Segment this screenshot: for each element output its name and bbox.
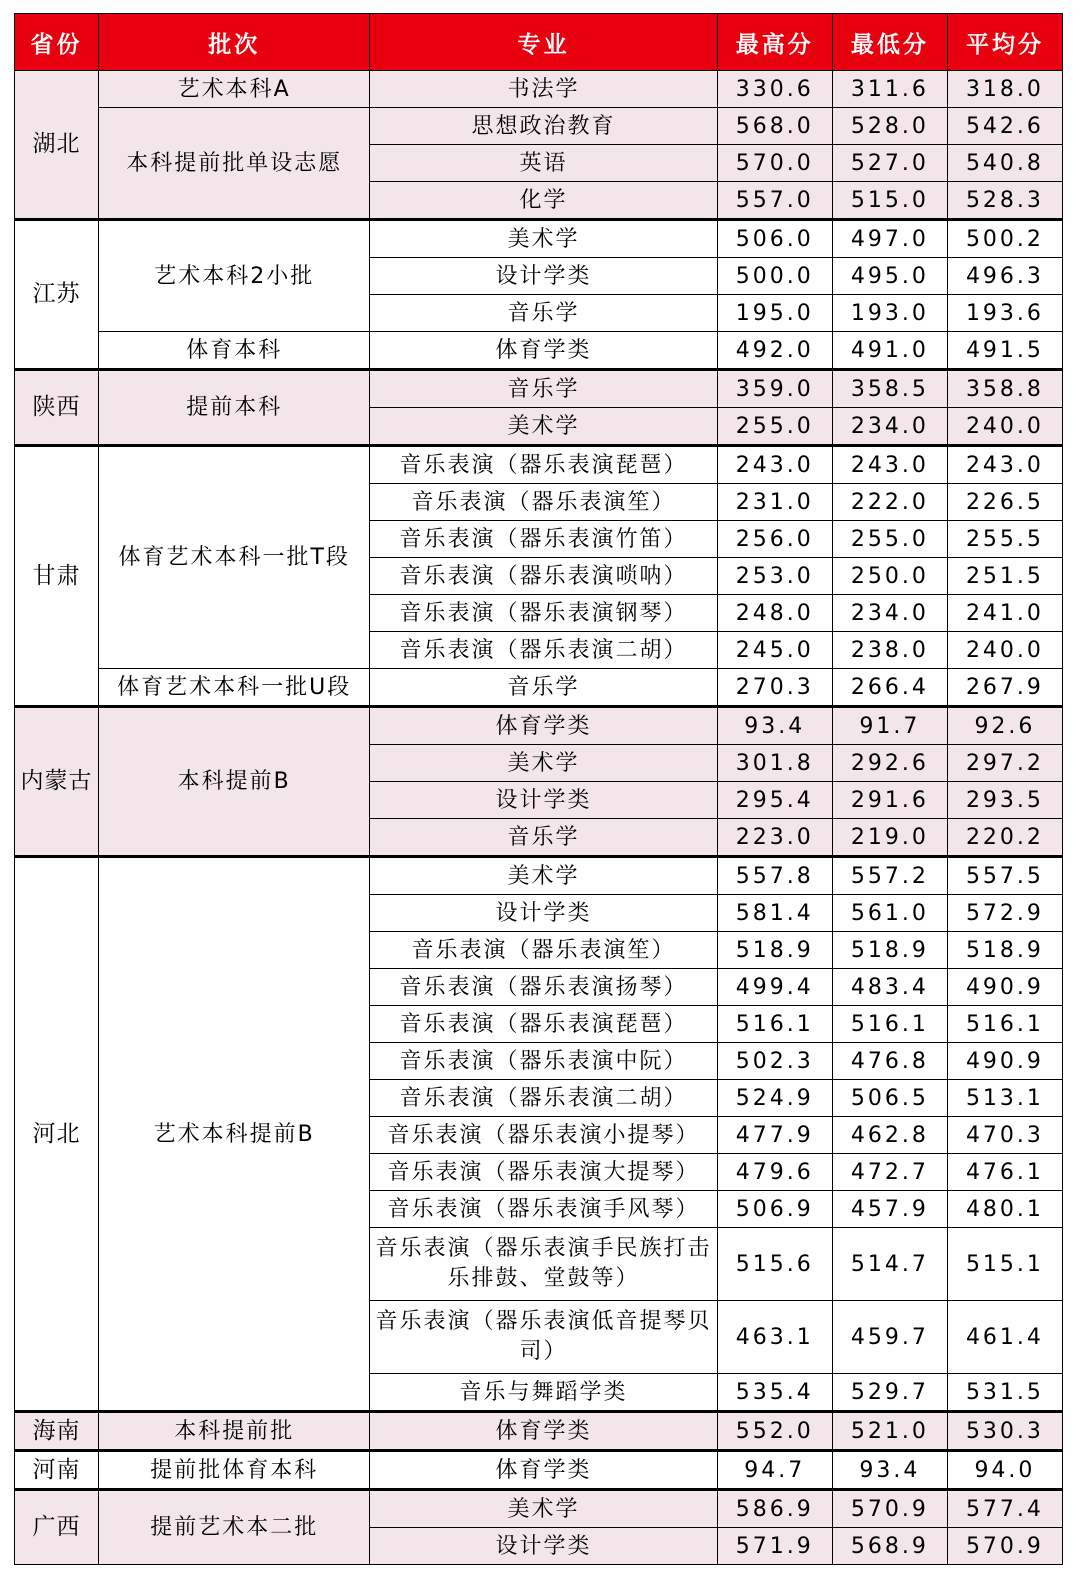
header-row xyxy=(15,14,1063,71)
max-score-cell: 557.0 xyxy=(717,182,832,220)
min-score-cell: 497.0 xyxy=(832,220,947,258)
max-score-cell: 94.7 xyxy=(717,1451,832,1490)
province-group xyxy=(15,707,1063,857)
max-score-cell: 506.0 xyxy=(717,220,832,258)
max-score-cell: 93.4 xyxy=(717,707,832,745)
max-score-cell: 245.0 xyxy=(717,632,832,669)
max-score-cell: 479.6 xyxy=(717,1154,832,1191)
major-cell: 音乐表演（器乐表演扬琴） xyxy=(370,969,717,1006)
major-cell: 英语 xyxy=(370,145,717,182)
major-cell: 体育学类 xyxy=(370,707,717,745)
avg-score-cell: 491.5 xyxy=(947,332,1062,370)
province-group xyxy=(15,1451,1063,1490)
min-score-cell: 516.1 xyxy=(832,1006,947,1043)
max-score-cell: 256.0 xyxy=(717,521,832,558)
major-cell: 设计学类 xyxy=(370,895,717,932)
max-score-cell: 463.1 xyxy=(717,1301,832,1374)
max-score-cell: 581.4 xyxy=(717,895,832,932)
batch-cell: 提前本科 xyxy=(99,370,370,446)
min-score-cell: 568.9 xyxy=(832,1528,947,1565)
max-score-cell: 301.8 xyxy=(717,745,832,782)
min-score-cell: 311.6 xyxy=(832,71,947,108)
header-avg-score: 平均分 xyxy=(947,14,1062,71)
max-score-cell: 500.0 xyxy=(717,258,832,295)
table-row xyxy=(15,1490,1063,1528)
batch-cell: 提前批体育本科 xyxy=(99,1451,370,1490)
batch-cell: 本科提前批单设志愿 xyxy=(99,108,370,220)
province-cell: 海南 xyxy=(15,1412,99,1451)
avg-score-cell: 530.3 xyxy=(947,1412,1062,1451)
max-score-cell: 195.0 xyxy=(717,295,832,332)
avg-score-cell: 92.6 xyxy=(947,707,1062,745)
batch-cell: 体育艺术本科一批U段 xyxy=(99,669,370,707)
min-score-cell: 459.7 xyxy=(832,1301,947,1374)
min-score-cell: 291.6 xyxy=(832,782,947,819)
min-score-cell: 457.9 xyxy=(832,1191,947,1228)
min-score-cell: 243.0 xyxy=(832,446,947,484)
major-cell: 音乐表演（器乐表演小提琴） xyxy=(370,1117,717,1154)
min-score-cell: 491.0 xyxy=(832,332,947,370)
admission-scores-table xyxy=(14,13,1063,1565)
max-score-cell: 223.0 xyxy=(717,819,832,857)
max-score-cell: 524.9 xyxy=(717,1080,832,1117)
avg-score-cell: 251.5 xyxy=(947,558,1062,595)
min-score-cell: 219.0 xyxy=(832,819,947,857)
avg-score-cell: 267.9 xyxy=(947,669,1062,707)
min-score-cell: 472.7 xyxy=(832,1154,947,1191)
max-score-cell: 506.9 xyxy=(717,1191,832,1228)
table-row xyxy=(15,71,1063,108)
major-cell: 音乐表演（器乐表演琵琶） xyxy=(370,1006,717,1043)
avg-score-cell: 528.3 xyxy=(947,182,1062,220)
min-score-cell: 250.0 xyxy=(832,558,947,595)
province-cell: 河南 xyxy=(15,1451,99,1490)
min-score-cell: 483.4 xyxy=(832,969,947,1006)
major-cell: 音乐表演（器乐表演唢呐） xyxy=(370,558,717,595)
min-score-cell: 557.2 xyxy=(832,857,947,895)
province-group xyxy=(15,370,1063,446)
province-cell: 陕西 xyxy=(15,370,99,446)
table-row xyxy=(15,108,1063,145)
avg-score-cell: 542.6 xyxy=(947,108,1062,145)
avg-score-cell: 531.5 xyxy=(947,1374,1062,1412)
min-score-cell: 561.0 xyxy=(832,895,947,932)
major-cell: 体育学类 xyxy=(370,1412,717,1451)
min-score-cell: 506.5 xyxy=(832,1080,947,1117)
min-score-cell: 193.0 xyxy=(832,295,947,332)
avg-score-cell: 577.4 xyxy=(947,1490,1062,1528)
avg-score-cell: 255.5 xyxy=(947,521,1062,558)
max-score-cell: 492.0 xyxy=(717,332,832,370)
max-score-cell: 477.9 xyxy=(717,1117,832,1154)
major-cell: 美术学 xyxy=(370,857,717,895)
table-row xyxy=(15,332,1063,370)
avg-score-cell: 490.9 xyxy=(947,1043,1062,1080)
min-score-cell: 514.7 xyxy=(832,1228,947,1301)
avg-score-cell: 94.0 xyxy=(947,1451,1062,1490)
major-cell: 美术学 xyxy=(370,745,717,782)
avg-score-cell: 515.1 xyxy=(947,1228,1062,1301)
min-score-cell: 518.9 xyxy=(832,932,947,969)
province-cell: 江苏 xyxy=(15,220,99,370)
province-group xyxy=(15,857,1063,1412)
avg-score-cell: 518.9 xyxy=(947,932,1062,969)
header-max-score: 最高分 xyxy=(717,14,832,71)
major-cell: 音乐表演（器乐表演笙） xyxy=(370,484,717,521)
min-score-cell: 462.8 xyxy=(832,1117,947,1154)
table-row xyxy=(15,1451,1063,1490)
major-cell: 音乐表演（器乐表演竹笛） xyxy=(370,521,717,558)
major-cell: 音乐与舞蹈学类 xyxy=(370,1374,717,1412)
avg-score-cell: 226.5 xyxy=(947,484,1062,521)
max-score-cell: 518.9 xyxy=(717,932,832,969)
batch-cell: 艺术本科2小批 xyxy=(99,220,370,332)
major-cell: 设计学类 xyxy=(370,258,717,295)
major-cell: 音乐学 xyxy=(370,669,717,707)
max-score-cell: 535.4 xyxy=(717,1374,832,1412)
major-cell: 音乐表演（器乐表演大提琴） xyxy=(370,1154,717,1191)
header-province: 省份 xyxy=(15,14,99,71)
avg-score-cell: 500.2 xyxy=(947,220,1062,258)
major-cell: 音乐表演（器乐表演中阮） xyxy=(370,1043,717,1080)
avg-score-cell: 496.3 xyxy=(947,258,1062,295)
major-cell: 美术学 xyxy=(370,408,717,446)
batch-cell: 艺术本科A xyxy=(99,71,370,108)
min-score-cell: 570.9 xyxy=(832,1490,947,1528)
batch-cell: 艺术本科提前B xyxy=(99,857,370,1412)
max-score-cell: 586.9 xyxy=(717,1490,832,1528)
avg-score-cell: 470.3 xyxy=(947,1117,1062,1154)
major-cell: 音乐表演（器乐表演低音提琴贝司） xyxy=(370,1301,717,1374)
max-score-cell: 570.0 xyxy=(717,145,832,182)
min-score-cell: 266.4 xyxy=(832,669,947,707)
min-score-cell: 528.0 xyxy=(832,108,947,145)
major-cell: 美术学 xyxy=(370,220,717,258)
major-cell: 音乐表演（器乐表演笙） xyxy=(370,932,717,969)
max-score-cell: 253.0 xyxy=(717,558,832,595)
batch-cell: 本科提前B xyxy=(99,707,370,857)
max-score-cell: 243.0 xyxy=(717,446,832,484)
avg-score-cell: 193.6 xyxy=(947,295,1062,332)
batch-cell: 本科提前批 xyxy=(99,1412,370,1451)
major-cell: 音乐表演（器乐表演手风琴） xyxy=(370,1191,717,1228)
province-group xyxy=(15,1412,1063,1451)
min-score-cell: 476.8 xyxy=(832,1043,947,1080)
major-cell: 音乐学 xyxy=(370,370,717,408)
min-score-cell: 527.0 xyxy=(832,145,947,182)
max-score-cell: 270.3 xyxy=(717,669,832,707)
province-cell: 内蒙古 xyxy=(15,707,99,857)
avg-score-cell: 297.2 xyxy=(947,745,1062,782)
min-score-cell: 234.0 xyxy=(832,595,947,632)
major-cell: 美术学 xyxy=(370,1490,717,1528)
max-score-cell: 248.0 xyxy=(717,595,832,632)
min-score-cell: 222.0 xyxy=(832,484,947,521)
province-group xyxy=(15,446,1063,707)
avg-score-cell: 570.9 xyxy=(947,1528,1062,1565)
avg-score-cell: 358.8 xyxy=(947,370,1062,408)
major-cell: 设计学类 xyxy=(370,782,717,819)
max-score-cell: 255.0 xyxy=(717,408,832,446)
max-score-cell: 516.1 xyxy=(717,1006,832,1043)
avg-score-cell: 240.0 xyxy=(947,632,1062,669)
avg-score-cell: 516.1 xyxy=(947,1006,1062,1043)
province-cell: 湖北 xyxy=(15,71,99,220)
province-cell: 河北 xyxy=(15,857,99,1412)
major-cell: 音乐学 xyxy=(370,819,717,857)
province-cell: 广西 xyxy=(15,1490,99,1565)
avg-score-cell: 240.0 xyxy=(947,408,1062,446)
avg-score-cell: 557.5 xyxy=(947,857,1062,895)
avg-score-cell: 220.2 xyxy=(947,819,1062,857)
major-cell: 化学 xyxy=(370,182,717,220)
max-score-cell: 571.9 xyxy=(717,1528,832,1565)
max-score-cell: 295.4 xyxy=(717,782,832,819)
header-major: 专业 xyxy=(370,14,717,71)
table-row xyxy=(15,669,1063,707)
header-min-score: 最低分 xyxy=(832,14,947,71)
avg-score-cell: 318.0 xyxy=(947,71,1062,108)
major-cell: 音乐表演（器乐表演手民族打击乐排鼓、堂鼓等） xyxy=(370,1228,717,1301)
min-score-cell: 234.0 xyxy=(832,408,947,446)
batch-cell: 体育艺术本科一批T段 xyxy=(99,446,370,669)
avg-score-cell: 513.1 xyxy=(947,1080,1062,1117)
max-score-cell: 231.0 xyxy=(717,484,832,521)
major-cell: 音乐表演（器乐表演钢琴） xyxy=(370,595,717,632)
header-batch: 批次 xyxy=(99,14,370,71)
major-cell: 书法学 xyxy=(370,71,717,108)
table-row xyxy=(15,220,1063,258)
major-cell: 音乐表演（器乐表演二胡） xyxy=(370,1080,717,1117)
min-score-cell: 521.0 xyxy=(832,1412,947,1451)
min-score-cell: 255.0 xyxy=(832,521,947,558)
min-score-cell: 529.7 xyxy=(832,1374,947,1412)
avg-score-cell: 243.0 xyxy=(947,446,1062,484)
avg-score-cell: 572.9 xyxy=(947,895,1062,932)
major-cell: 音乐学 xyxy=(370,295,717,332)
major-cell: 体育学类 xyxy=(370,332,717,370)
min-score-cell: 292.6 xyxy=(832,745,947,782)
max-score-cell: 499.4 xyxy=(717,969,832,1006)
batch-cell: 体育本科 xyxy=(99,332,370,370)
min-score-cell: 93.4 xyxy=(832,1451,947,1490)
avg-score-cell: 540.8 xyxy=(947,145,1062,182)
province-group xyxy=(15,71,1063,220)
avg-score-cell: 490.9 xyxy=(947,969,1062,1006)
avg-score-cell: 461.4 xyxy=(947,1301,1062,1374)
avg-score-cell: 293.5 xyxy=(947,782,1062,819)
major-cell: 思想政治教育 xyxy=(370,108,717,145)
avg-score-cell: 476.1 xyxy=(947,1154,1062,1191)
avg-score-cell: 241.0 xyxy=(947,595,1062,632)
table-row xyxy=(15,370,1063,408)
max-score-cell: 515.6 xyxy=(717,1228,832,1301)
min-score-cell: 358.5 xyxy=(832,370,947,408)
max-score-cell: 359.0 xyxy=(717,370,832,408)
max-score-cell: 552.0 xyxy=(717,1412,832,1451)
table-row xyxy=(15,446,1063,484)
major-cell: 设计学类 xyxy=(370,1528,717,1565)
province-cell: 甘肃 xyxy=(15,446,99,707)
province-group xyxy=(15,1490,1063,1565)
major-cell: 音乐表演（器乐表演二胡） xyxy=(370,632,717,669)
table-row xyxy=(15,707,1063,745)
min-score-cell: 238.0 xyxy=(832,632,947,669)
major-cell: 音乐表演（器乐表演琵琶） xyxy=(370,446,717,484)
batch-cell: 提前艺术本二批 xyxy=(99,1490,370,1565)
table-row xyxy=(15,857,1063,895)
min-score-cell: 515.0 xyxy=(832,182,947,220)
max-score-cell: 502.3 xyxy=(717,1043,832,1080)
max-score-cell: 330.6 xyxy=(717,71,832,108)
max-score-cell: 568.0 xyxy=(717,108,832,145)
province-group xyxy=(15,220,1063,370)
table-row xyxy=(15,1412,1063,1451)
max-score-cell: 557.8 xyxy=(717,857,832,895)
major-cell: 体育学类 xyxy=(370,1451,717,1490)
min-score-cell: 495.0 xyxy=(832,258,947,295)
min-score-cell: 91.7 xyxy=(832,707,947,745)
avg-score-cell: 480.1 xyxy=(947,1191,1062,1228)
